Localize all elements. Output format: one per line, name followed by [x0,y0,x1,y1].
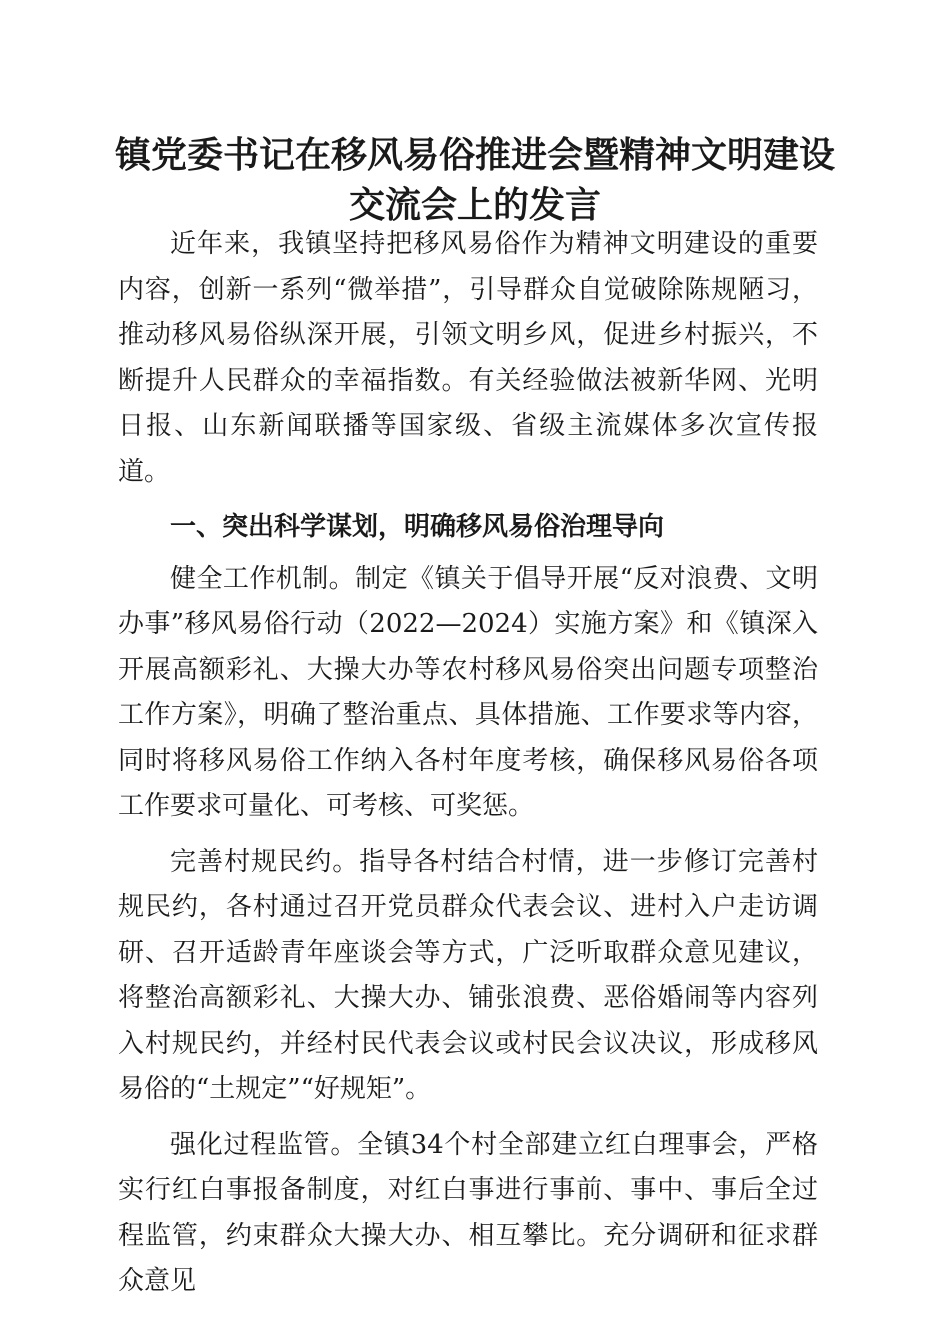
paragraph-supervision: 强化过程监管。全镇34个村全部建立红白理事会，严格实行红白事报备制度，对红白事进行事前、事中、事后全过程监管，约束群众大操大办、相互攀比。充分调研和征求群众意见 [118,1129,818,1296]
section-heading-1: 一、突出科学谋划，明确移风易俗治理导向 [170,512,665,542]
paragraph-mechanism: 健全工作机制。制定《镇关于倡导开展“反对浪费、文明办事”移风易俗行动（2022—2024）实施方案》和《镇深入开展高额彩礼、大操大办等农村移风易俗突出问题专项整治工作方案》，明确了整治重点、具体措施、工作要求等内容，同时将移风易俗工作纳入各村年度考核，确保移风易俗各项工作要求可量化、可考核、可奖惩。 [118,563,818,821]
document-title [100,130,850,230]
title-line-2: 交流会上的发言 [348,184,601,226]
paragraph-village-rules: 完善村规民约。指导各村结合村情，进一步修订完善村规民约，各村通过召开党员群众代表会议、进村入户走访调研、召开适龄青年座谈会等方式，广泛听取群众意见建议，将整治高额彩礼、大操大办、铺张浪费、恶俗婚闹等内容列入村规民约，并经村民代表会议或村民会议决议，形成移风易俗的“土规定”“好规矩”。 [118,846,818,1104]
title-line-1: 镇党委书记在移风易俗推进会暨精神文明建设 [114,134,835,176]
document-body [118,222,818,1315]
intro-paragraph: 近年来，我镇坚持把移风易俗作为精神文明建设的重要内容，创新一系列“微举措”，引导群众自觉破除陈规陋习，推动移风易俗纵深开展，引领文明乡风，促进乡村振兴，不断提升人民群众的幸福指数。有关经验做法被新华网、光明日报、山东新闻联播等国家级、省级主流媒体多次宣传报道。 [118,229,818,487]
